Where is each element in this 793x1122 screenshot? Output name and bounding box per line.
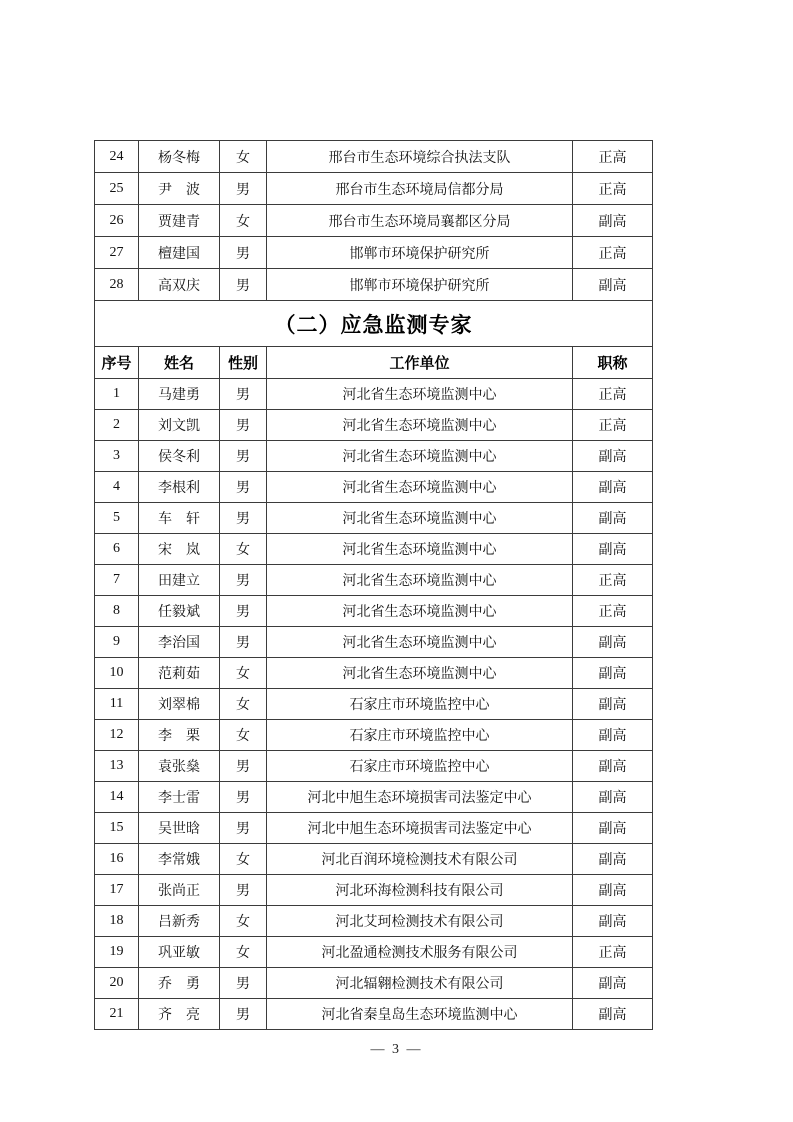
cell-title: 正高 bbox=[573, 410, 653, 441]
cell-unit: 河北辐翱检测技术有限公司 bbox=[267, 968, 573, 999]
cell-title: 正高 bbox=[573, 237, 653, 269]
cell-title: 副高 bbox=[573, 205, 653, 237]
table-row bbox=[95, 999, 653, 1030]
cell-name: 檀建国 bbox=[139, 237, 220, 269]
cell-title: 正高 bbox=[573, 565, 653, 596]
cell-name: 袁张燊 bbox=[139, 751, 220, 782]
cell-serial: 17 bbox=[95, 875, 139, 906]
cell-unit: 河北环海检测科技有限公司 bbox=[267, 875, 573, 906]
cell-serial: 3 bbox=[95, 441, 139, 472]
table-row bbox=[95, 813, 653, 844]
cell-serial: 11 bbox=[95, 689, 139, 720]
cell-gender: 男 bbox=[220, 999, 267, 1030]
cell-serial: 13 bbox=[95, 751, 139, 782]
cell-unit: 河北省生态环境监测中心 bbox=[267, 658, 573, 689]
table-row bbox=[95, 968, 653, 999]
cell-serial: 20 bbox=[95, 968, 139, 999]
cell-gender: 女 bbox=[220, 534, 267, 565]
table-row bbox=[95, 937, 653, 968]
cell-title: 副高 bbox=[573, 813, 653, 844]
table-row bbox=[95, 205, 653, 237]
cell-title: 副高 bbox=[573, 875, 653, 906]
table-row bbox=[95, 596, 653, 627]
table-row bbox=[95, 141, 653, 173]
cell-unit: 河北省生态环境监测中心 bbox=[267, 379, 573, 410]
cell-name: 高双庆 bbox=[139, 269, 220, 301]
table-row bbox=[95, 844, 653, 875]
cell-name: 巩亚敏 bbox=[139, 937, 220, 968]
cell-gender: 男 bbox=[220, 410, 267, 441]
table-row bbox=[95, 503, 653, 534]
cell-gender: 女 bbox=[220, 141, 267, 173]
table-header-row bbox=[95, 347, 653, 379]
cell-title: 副高 bbox=[573, 503, 653, 534]
cell-name: 李治国 bbox=[139, 627, 220, 658]
cell-name: 张尚正 bbox=[139, 875, 220, 906]
cell-gender: 男 bbox=[220, 565, 267, 596]
cell-gender: 男 bbox=[220, 503, 267, 534]
cell-title: 正高 bbox=[573, 937, 653, 968]
cell-title: 副高 bbox=[573, 472, 653, 503]
cell-unit: 邯郸市环境保护研究所 bbox=[267, 237, 573, 269]
cell-title: 副高 bbox=[573, 999, 653, 1030]
cell-serial: 2 bbox=[95, 410, 139, 441]
cell-title: 正高 bbox=[573, 173, 653, 205]
cell-gender: 女 bbox=[220, 937, 267, 968]
cell-name: 车 轩 bbox=[139, 503, 220, 534]
table-row bbox=[95, 658, 653, 689]
table-row bbox=[95, 379, 653, 410]
cell-name: 吴世晗 bbox=[139, 813, 220, 844]
cell-unit: 河北省生态环境监测中心 bbox=[267, 472, 573, 503]
cell-unit: 河北省生态环境监测中心 bbox=[267, 596, 573, 627]
cell-unit: 河北省秦皇岛生态环境监测中心 bbox=[267, 999, 573, 1030]
cell-gender: 女 bbox=[220, 205, 267, 237]
cell-name: 任毅斌 bbox=[139, 596, 220, 627]
cell-gender: 男 bbox=[220, 782, 267, 813]
cell-gender: 男 bbox=[220, 472, 267, 503]
cell-title: 副高 bbox=[573, 844, 653, 875]
cell-serial: 8 bbox=[95, 596, 139, 627]
cell-gender: 女 bbox=[220, 720, 267, 751]
cell-title: 副高 bbox=[573, 689, 653, 720]
cell-title: 副高 bbox=[573, 782, 653, 813]
cell-unit: 邢台市生态环境综合执法支队 bbox=[267, 141, 573, 173]
column-header: 姓名 bbox=[139, 347, 220, 379]
cell-unit: 河北省生态环境监测中心 bbox=[267, 410, 573, 441]
cell-name: 李常娥 bbox=[139, 844, 220, 875]
cell-name: 杨冬梅 bbox=[139, 141, 220, 173]
cell-unit: 河北中旭生态环境损害司法鉴定中心 bbox=[267, 782, 573, 813]
cell-title: 副高 bbox=[573, 720, 653, 751]
table-row bbox=[95, 410, 653, 441]
table-row bbox=[95, 627, 653, 658]
column-header: 职称 bbox=[573, 347, 653, 379]
cell-name: 吕新秀 bbox=[139, 906, 220, 937]
cell-gender: 女 bbox=[220, 689, 267, 720]
cell-gender: 男 bbox=[220, 269, 267, 301]
cell-unit: 河北省生态环境监测中心 bbox=[267, 503, 573, 534]
table-row bbox=[95, 689, 653, 720]
cell-serial: 25 bbox=[95, 173, 139, 205]
cell-unit: 河北省生态环境监测中心 bbox=[267, 441, 573, 472]
cell-unit: 石家庄市环境监控中心 bbox=[267, 751, 573, 782]
cell-title: 正高 bbox=[573, 141, 653, 173]
cell-gender: 男 bbox=[220, 173, 267, 205]
table-row bbox=[95, 534, 653, 565]
cell-name: 乔 勇 bbox=[139, 968, 220, 999]
cell-unit: 河北省生态环境监测中心 bbox=[267, 534, 573, 565]
table-row bbox=[95, 173, 653, 205]
cell-serial: 16 bbox=[95, 844, 139, 875]
cell-gender: 男 bbox=[220, 751, 267, 782]
column-header: 工作单位 bbox=[267, 347, 573, 379]
table-row bbox=[95, 441, 653, 472]
cell-serial: 19 bbox=[95, 937, 139, 968]
experts-table bbox=[94, 140, 653, 1030]
table-row bbox=[95, 906, 653, 937]
cell-serial: 15 bbox=[95, 813, 139, 844]
cell-unit: 河北盈通检测技术服务有限公司 bbox=[267, 937, 573, 968]
cell-title: 副高 bbox=[573, 658, 653, 689]
cell-unit: 石家庄市环境监控中心 bbox=[267, 689, 573, 720]
cell-title: 副高 bbox=[573, 441, 653, 472]
cell-serial: 26 bbox=[95, 205, 139, 237]
cell-serial: 24 bbox=[95, 141, 139, 173]
cell-name: 刘翠棉 bbox=[139, 689, 220, 720]
cell-gender: 男 bbox=[220, 596, 267, 627]
table-row bbox=[95, 720, 653, 751]
cell-unit: 河北中旭生态环境损害司法鉴定中心 bbox=[267, 813, 573, 844]
cell-gender: 男 bbox=[220, 379, 267, 410]
section-heading-row bbox=[95, 301, 653, 347]
cell-title: 副高 bbox=[573, 534, 653, 565]
table-row bbox=[95, 751, 653, 782]
cell-gender: 男 bbox=[220, 237, 267, 269]
cell-title: 正高 bbox=[573, 379, 653, 410]
cell-name: 尹 波 bbox=[139, 173, 220, 205]
cell-title: 副高 bbox=[573, 627, 653, 658]
cell-gender: 女 bbox=[220, 658, 267, 689]
cell-name: 贾建青 bbox=[139, 205, 220, 237]
cell-gender: 女 bbox=[220, 844, 267, 875]
section-heading: （二）应急监测专家 bbox=[95, 301, 653, 347]
cell-unit: 邯郸市环境保护研究所 bbox=[267, 269, 573, 301]
cell-unit: 河北百润环境检测技术有限公司 bbox=[267, 844, 573, 875]
table-row bbox=[95, 782, 653, 813]
table-row bbox=[95, 472, 653, 503]
cell-serial: 14 bbox=[95, 782, 139, 813]
cell-serial: 28 bbox=[95, 269, 139, 301]
cell-unit: 河北艾珂检测技术有限公司 bbox=[267, 906, 573, 937]
cell-title: 正高 bbox=[573, 596, 653, 627]
table-row bbox=[95, 269, 653, 301]
cell-name: 宋 岚 bbox=[139, 534, 220, 565]
cell-name: 李 栗 bbox=[139, 720, 220, 751]
cell-serial: 18 bbox=[95, 906, 139, 937]
cell-title: 副高 bbox=[573, 751, 653, 782]
table-row bbox=[95, 565, 653, 596]
page-number: — 3 — bbox=[370, 1042, 423, 1057]
cell-name: 田建立 bbox=[139, 565, 220, 596]
cell-name: 侯冬利 bbox=[139, 441, 220, 472]
cell-gender: 男 bbox=[220, 968, 267, 999]
cell-serial: 6 bbox=[95, 534, 139, 565]
cell-unit: 邢台市生态环境局信都分局 bbox=[267, 173, 573, 205]
cell-gender: 男 bbox=[220, 813, 267, 844]
cell-serial: 9 bbox=[95, 627, 139, 658]
table-row bbox=[95, 875, 653, 906]
table-row bbox=[95, 237, 653, 269]
cell-name: 李士雷 bbox=[139, 782, 220, 813]
cell-name: 齐 亮 bbox=[139, 999, 220, 1030]
cell-name: 李根利 bbox=[139, 472, 220, 503]
cell-serial: 5 bbox=[95, 503, 139, 534]
cell-unit: 河北省生态环境监测中心 bbox=[267, 627, 573, 658]
cell-gender: 男 bbox=[220, 875, 267, 906]
cell-name: 范莉茹 bbox=[139, 658, 220, 689]
cell-name: 刘文凯 bbox=[139, 410, 220, 441]
cell-serial: 27 bbox=[95, 237, 139, 269]
cell-serial: 21 bbox=[95, 999, 139, 1030]
cell-unit: 邢台市生态环境局襄都区分局 bbox=[267, 205, 573, 237]
cell-serial: 12 bbox=[95, 720, 139, 751]
column-header: 序号 bbox=[95, 347, 139, 379]
cell-title: 副高 bbox=[573, 968, 653, 999]
column-header: 性别 bbox=[220, 347, 267, 379]
cell-gender: 男 bbox=[220, 627, 267, 658]
cell-title: 副高 bbox=[573, 906, 653, 937]
cell-serial: 7 bbox=[95, 565, 139, 596]
cell-serial: 1 bbox=[95, 379, 139, 410]
cell-unit: 河北省生态环境监测中心 bbox=[267, 565, 573, 596]
cell-title: 副高 bbox=[573, 269, 653, 301]
cell-gender: 男 bbox=[220, 441, 267, 472]
cell-serial: 10 bbox=[95, 658, 139, 689]
cell-unit: 石家庄市环境监控中心 bbox=[267, 720, 573, 751]
cell-gender: 女 bbox=[220, 906, 267, 937]
cell-serial: 4 bbox=[95, 472, 139, 503]
cell-name: 马建勇 bbox=[139, 379, 220, 410]
